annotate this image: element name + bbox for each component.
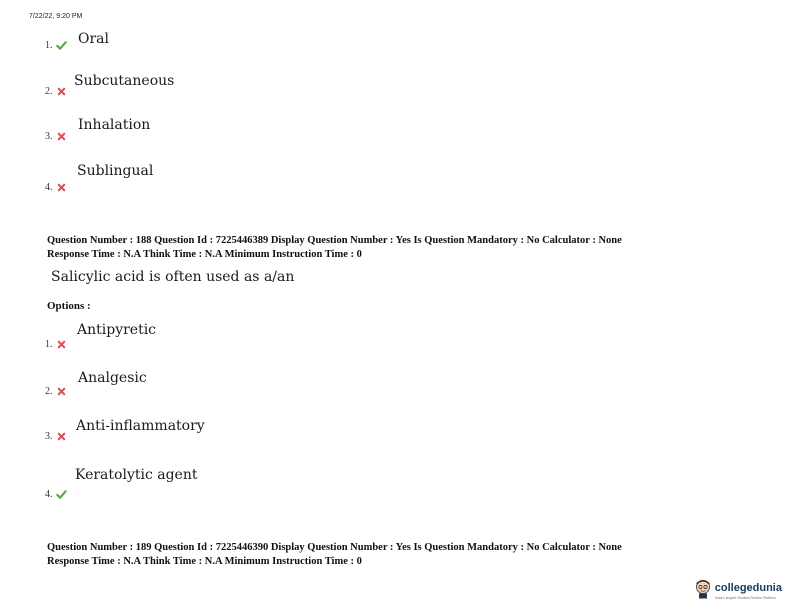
print-timestamp: 7/22/22, 9:20 PM	[29, 13, 83, 20]
q188-option-4-number: 4.	[45, 489, 67, 500]
mascot-icon	[694, 579, 712, 599]
q188-option-1-text: Antipyretic	[77, 322, 157, 338]
question-189-meta: Question Number : 189 Question Id : 7225446390 Display Question Number : Yes Is Question Mandatory : No Calculator : None Response Time : N.A Think Time : N.A Minimum Instruction Time : 0	[47, 542, 622, 567]
check-icon	[56, 40, 67, 51]
check-icon	[56, 489, 67, 500]
logo-wordmark: collegedunia	[714, 582, 782, 594]
option-4-text: Sublingual	[77, 163, 154, 179]
option-4-number: 4.	[45, 182, 67, 193]
question-188-meta: Question Number : 188 Question Id : 7225446389 Display Question Number : Yes Is Question Mandatory : No Calculator : None Response Time : N.A Think Time : N.A Minimum Instruction Time : 0	[47, 235, 622, 260]
q188-option-1-number: 1.	[45, 339, 67, 350]
options-label: Options :	[47, 300, 91, 312]
cross-icon	[56, 386, 67, 397]
logo-tagline: India's largest Student Review Platform	[714, 596, 776, 600]
option-2-number: 2.	[45, 86, 67, 97]
cross-icon	[56, 339, 67, 350]
cross-icon	[56, 86, 67, 97]
cross-icon	[56, 131, 67, 142]
cross-icon	[56, 431, 67, 442]
question-188-text: Salicylic acid is often used as a/an	[51, 269, 295, 285]
q188-option-2-number: 2.	[45, 386, 67, 397]
q188-option-3-text: Anti-inflammatory	[76, 418, 205, 434]
option-2-text: Subcutaneous	[74, 73, 175, 89]
option-1-number: 1.	[45, 40, 67, 51]
cross-icon	[56, 182, 67, 193]
q188-option-4-text: Keratolytic agent	[75, 467, 198, 483]
q188-option-3-number: 3.	[45, 431, 67, 442]
option-3-number: 3.	[45, 131, 67, 142]
option-3-text: Inhalation	[78, 117, 151, 133]
collegedunia-logo	[694, 578, 782, 600]
q188-option-2-text: Analgesic	[78, 370, 147, 386]
option-1-text: Oral	[78, 31, 109, 47]
